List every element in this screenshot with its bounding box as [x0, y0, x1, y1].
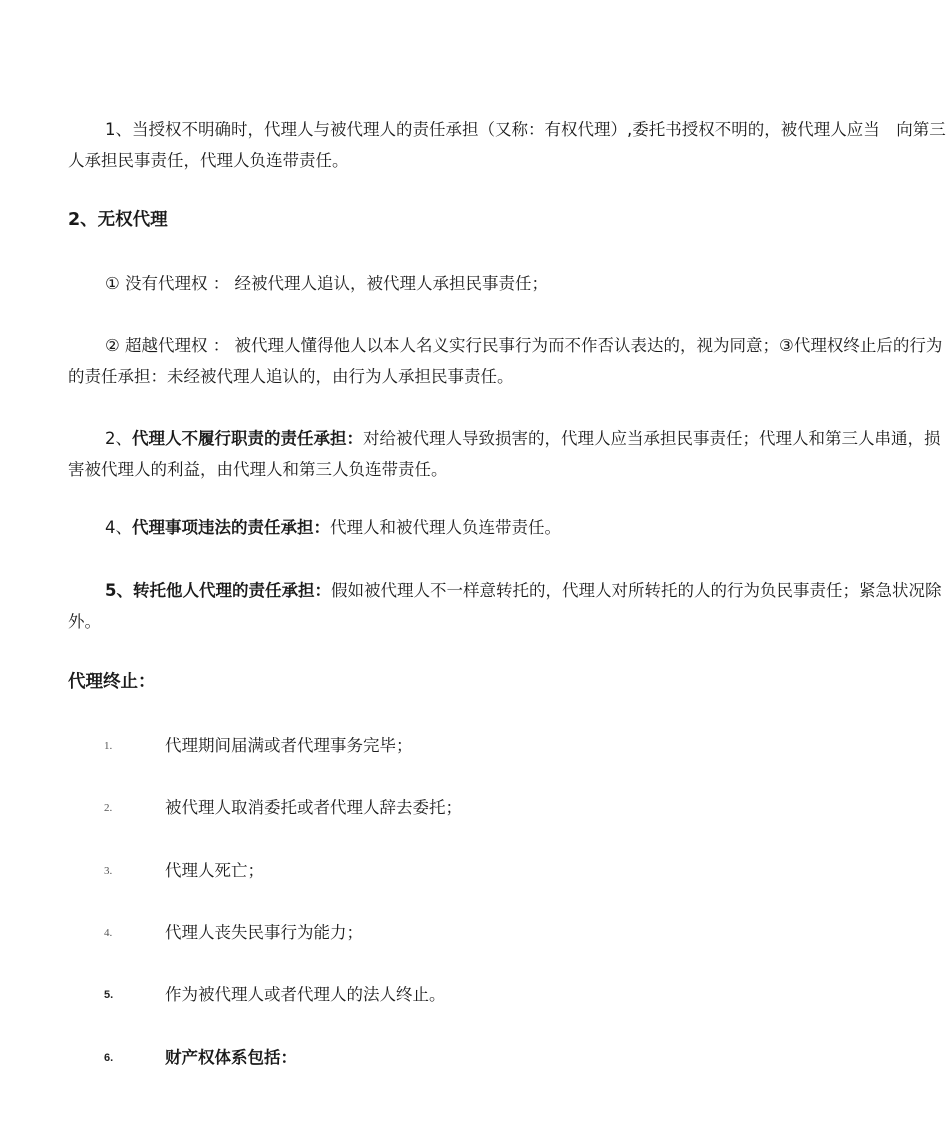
list-number: 1. — [104, 740, 113, 752]
paragraph-text: 对给被代理人导致损害的，代理人应当承担民事责任；代理人和第三人串通，损害被代理人的利益，由代理人和第三人负连带责任。 — [68, 429, 941, 479]
heading-agency-termination: 代理终止： — [68, 672, 156, 692]
paragraph-exceed-authority: ② 超越代理权 ： 被代理人懂得他人以本人名义实行民事行为而不作否认表达的，视为同意；③代理权终止后的行为的责任承担：未经被代理人追认的，由行为人承担民事责任。 — [68, 336, 943, 386]
list-text: 被代理人取消委托或者代理人辞去委托； — [165, 798, 462, 817]
list-text: 作为被代理人或者代理人的法人终止。 — [165, 985, 446, 1004]
list-item — [104, 1042, 904, 1073]
paragraph-bold-title: 5、转托他人代理的责任承担： — [105, 581, 331, 600]
list-number: 4. — [104, 927, 113, 939]
paragraph-illegal-matter — [68, 512, 950, 543]
paragraph-text: 代理人和被代理人负连带责任。 — [330, 518, 561, 537]
paragraph-transfer-agency — [68, 575, 950, 637]
list-item — [104, 730, 904, 761]
heading-unauthorized-agency: 2、无权代理 — [68, 210, 168, 230]
list-item — [104, 792, 904, 823]
list-item — [104, 855, 904, 886]
paragraph-prefix: 4、 — [105, 518, 132, 537]
paragraph-agent-duty — [68, 423, 950, 485]
list-text: 代理人死亡； — [165, 861, 264, 880]
list-number: 5. — [104, 989, 114, 1001]
list-item — [104, 917, 904, 948]
paragraph-bold-title: 代理事项违法的责任承担： — [132, 518, 330, 537]
list-text: 代理人丧失民事行为能力； — [165, 923, 363, 942]
list-number: 3. — [104, 865, 113, 877]
list-text: 财产权体系包括： — [165, 1048, 297, 1067]
paragraph-no-authority: ① 没有代理权 ： 经被代理人追认，被代理人承担民事责任； — [105, 274, 549, 293]
paragraph-bold-title: 代理人不履行职责的责任承担： — [132, 429, 363, 448]
list-text: 代理期间届满或者代理事务完毕； — [165, 736, 413, 755]
list-number: 6. — [104, 1052, 114, 1064]
list-item — [104, 979, 904, 1010]
list-number: 2. — [104, 802, 113, 814]
paragraph-prefix: 2、 — [105, 429, 132, 448]
paragraph-text: 假如被代理人不一样意转托的，代理人对所转托的人的行为负民事责任；紧急状况除外。 — [68, 581, 942, 631]
paragraph-authorization-unclear: 1、当授权不明确时，代理人与被代理人的责任承担（又称：有权代理）,委托书授权不明的，被代理人应当 向第三人承担民事责任，代理人负连带责任。 — [68, 120, 946, 170]
